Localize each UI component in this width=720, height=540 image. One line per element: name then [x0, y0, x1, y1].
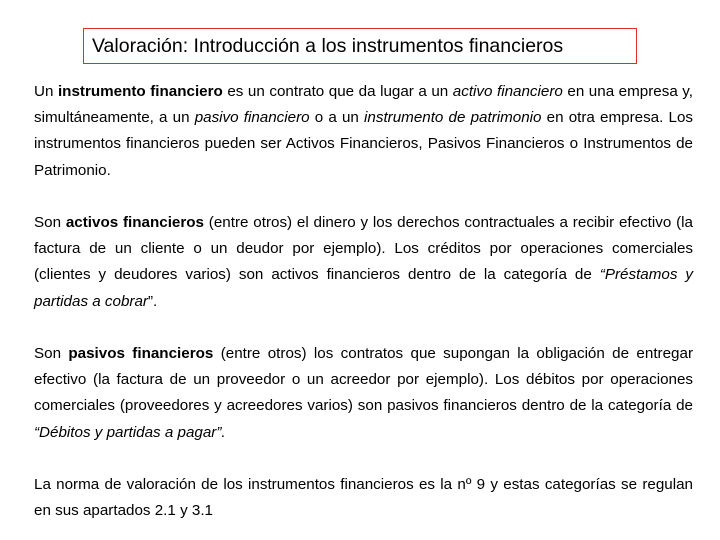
p1-text-4: o a un	[309, 109, 365, 127]
term-activo-financiero: activo financiero	[452, 83, 563, 100]
term-pasivos-financieros: pasivos financieros	[68, 345, 214, 362]
paragraph-pasivos-financieros	[34, 341, 693, 446]
term-pasivo-financiero: pasivo financiero	[194, 109, 310, 127]
p1-text-5: en otra empresa. Los instrumentos financieros pueden ser Activos Financieros, Pasivos Financieros o Instrumentos de Patrimonio.	[34, 109, 693, 179]
slide-title: Valoración: Introducción a los instrumentos financieros	[92, 34, 564, 57]
category-debitos-partidas-pagar: “Débitos y partidas a pagar”.	[34, 423, 226, 441]
p1-text-3: en una empresa y, simultáneamente, a un	[34, 83, 693, 127]
p3-text-2: (entre otros) los contratos que supongan la obligación de entregar efectivo (la factura de un proveedor o un acreedor por ejemplo). Los débitos por operaciones comerciales (proveedores y acreedores varios) son pasivos financieros dentro de la categoría de	[34, 345, 693, 415]
term-activos-financieros: activos financieros	[65, 214, 204, 231]
term-instrumento-financiero: instrumento financiero	[57, 83, 223, 100]
p4-text-1: La norma de valoración de los instrumentos financieros es la nº 9 y estas categorías se regulan en sus apartados 2.1 y 3.1	[34, 476, 693, 520]
paragraph-activos-financieros	[34, 210, 693, 315]
category-prestamos-partidas-cobrar: “Préstamos y partidas a cobrar	[34, 266, 693, 310]
slide-title-box	[83, 28, 637, 64]
p3-text-1: Son	[34, 345, 69, 362]
paragraph-norma-valoracion	[34, 472, 693, 524]
p2-text-3: ”.	[147, 292, 158, 310]
p1-text-1: Un	[34, 83, 58, 100]
paragraph-instrumento-financiero	[34, 79, 693, 184]
p1-text-2: es un contrato que da lugar a un	[222, 83, 453, 100]
slide-body	[34, 79, 693, 524]
p2-text-1: Son	[34, 214, 66, 231]
p2-text-2: (entre otros) el dinero y los derechos contractuales a recibir efectivo (la factura de un cliente o un deudor por ejemplo). Los créditos por operaciones comerciales (clientes y deudores varios) son activos financieros dentro de la categoría de	[34, 214, 693, 284]
term-instrumento-de-patrimonio: instrumento de patrimonio	[364, 109, 542, 127]
